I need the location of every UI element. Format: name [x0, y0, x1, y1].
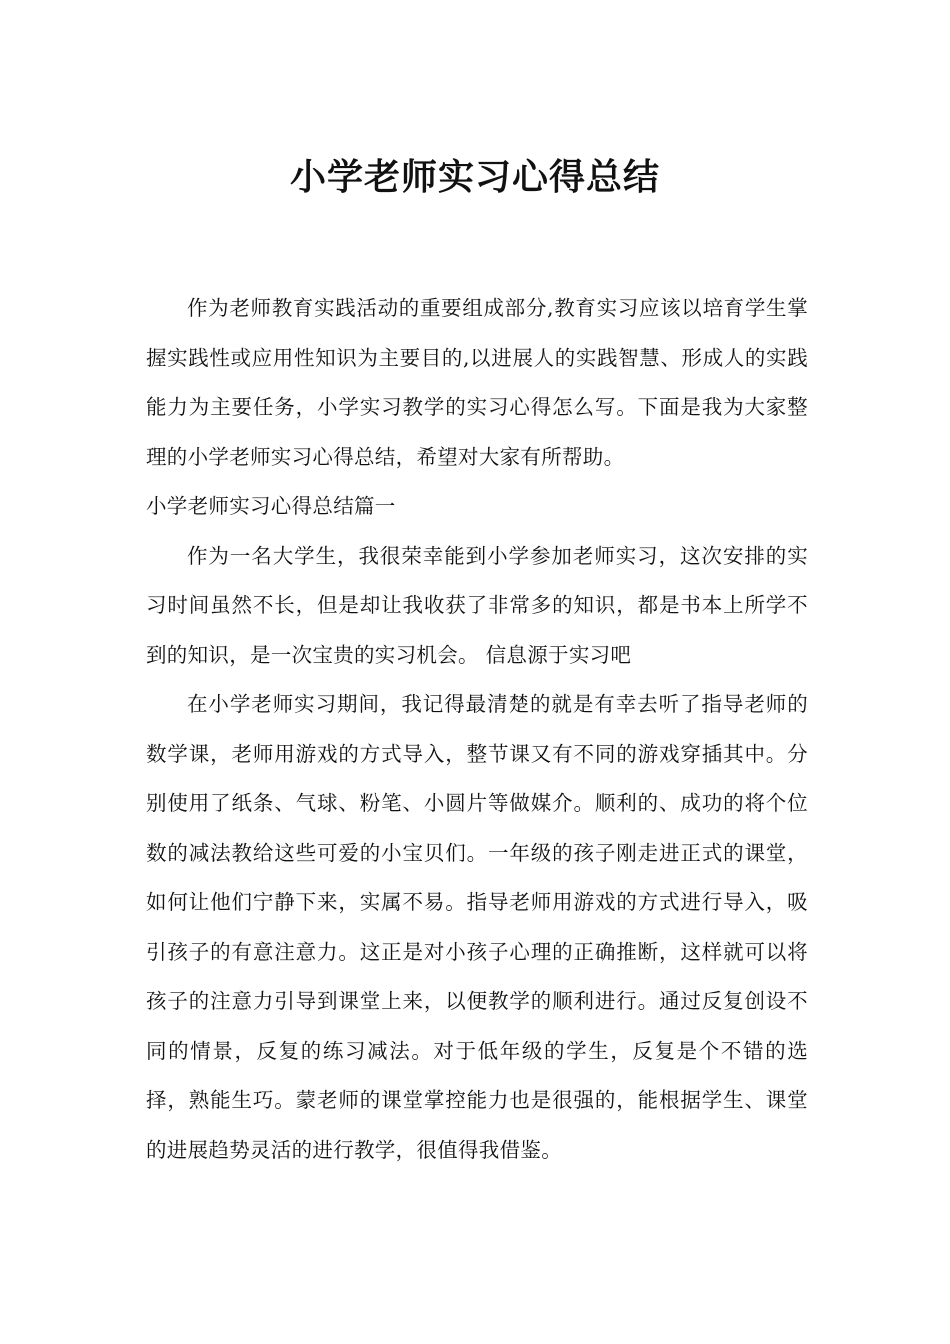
intro-paragraph: 作为老师教育实践活动的重要组成部分,教育实习应该以培育学生掌握实践性或应用性知识为主要目的,以进展人的实践智慧、形成人的实践能力为主要任务，小学实习教学的实习心得怎么写。下面是我为大家整理的小学老师实习心得总结，希望对大家有所帮助。: [146, 296, 808, 469]
section-heading: 小学老师实习心得总结篇一: [146, 494, 396, 518]
document-body: [146, 284, 808, 1175]
body-paragraph: 在小学老师实习期间，我记得最清楚的就是有幸去听了指导老师的数学课，老师用游戏的方式导入，整节课又有不同的游戏穿插其中。分别使用了纸条、气球、粉笔、小圆片等做媒介。顺利的、成功的将个位数的减法教给这些可爱的小宝贝们。一年级的孩子刚走进正式的课堂，如何让他们宁静下来，实属不易。指导老师用游戏的方式进行导入，吸引孩子的有意注意力。这正是对小孩子心理的正确推断，这样就可以将孩子的注意力引导到课堂上来，以便教学的顺利进行。通过反复创设不同的情景，反复的练习减法。对于低年级的学生，反复是个不错的选择，熟能生巧。蒙老师的课堂掌控能力也是很强的，能根据学生、课堂的进展趋势灵活的进行教学，很值得我借鉴。: [146, 692, 808, 1162]
document-title: 小学老师实习心得总结: [289, 157, 660, 199]
body-paragraph: 作为一名大学生，我很荣幸能到小学参加老师实习，这次安排的实习时间虽然不长，但是却让我收获了非常多的知识，都是书本上所学不到的知识，是一次宝贵的实习机会。 信息源于实习吧: [146, 543, 808, 667]
